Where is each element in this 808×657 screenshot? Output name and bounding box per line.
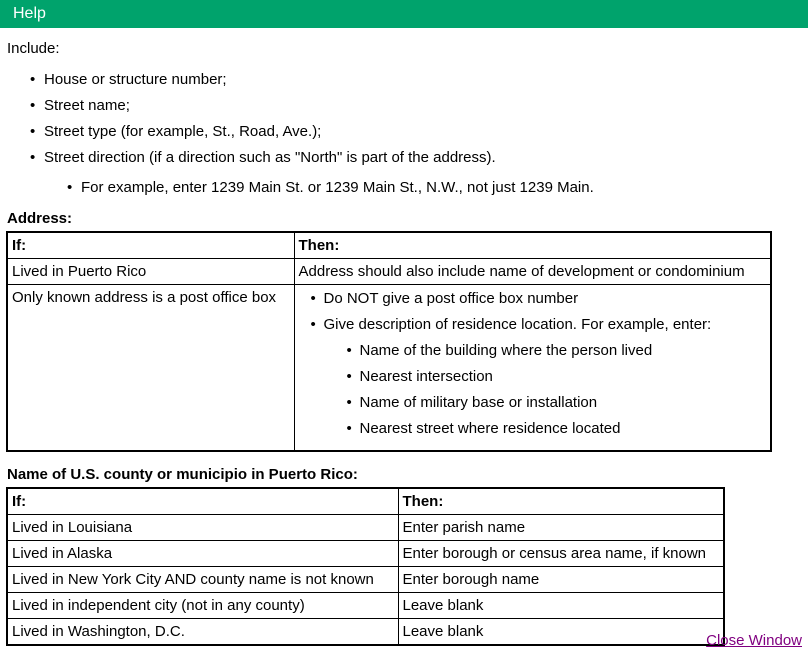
table-row	[7, 567, 724, 593]
table-header-row	[7, 488, 724, 515]
close-window-link[interactable]: Close Window	[706, 632, 802, 649]
county-table	[6, 487, 725, 646]
cell-if: Lived in Alaska	[7, 541, 398, 567]
cell-then: Enter borough or census area name, if known	[398, 541, 724, 567]
cell-then: Enter parish name	[398, 515, 724, 541]
list-item: • House or structure number;	[30, 71, 802, 88]
list-item-text: Nearest street where residence located	[359, 420, 621, 437]
cell-if: Lived in Washington, D.C.	[7, 619, 398, 646]
list-item	[311, 316, 767, 437]
table-header-if: If:	[7, 232, 294, 259]
table-header-row	[7, 232, 771, 259]
table-header-if: If:	[7, 488, 398, 515]
table-row	[7, 259, 771, 285]
table-row	[7, 515, 724, 541]
help-content	[0, 28, 808, 646]
list-item-text: Name of the building where the person lived	[359, 342, 653, 359]
cell-then: Leave blank	[398, 619, 724, 646]
cell-then: Leave blank	[398, 593, 724, 619]
list-item-text: Street direction (if a direction such as "North" is part of the address).	[44, 149, 496, 166]
list-item: • Street type (for example, St., Road, Ave.);	[30, 123, 802, 140]
list-item	[30, 149, 802, 196]
list-item	[311, 290, 767, 307]
list-item	[347, 420, 767, 437]
include-sub-list	[67, 179, 802, 196]
list-item	[347, 368, 767, 385]
then-sub-list	[347, 342, 767, 437]
cell-if: Lived in Louisiana	[7, 515, 398, 541]
table-header-then: Then:	[294, 232, 771, 259]
list-item-text: Give description of residence location. For example, enter:	[323, 316, 712, 333]
cell-then: Enter borough name	[398, 567, 724, 593]
cell-if: Lived in New York City AND county name is not known	[7, 567, 398, 593]
list-item-text: Do NOT give a post office box number	[323, 290, 579, 307]
then-list	[311, 290, 767, 437]
include-label: Include:	[7, 40, 60, 57]
list-item: • Street name;	[30, 97, 802, 114]
page-title: Help	[13, 5, 46, 22]
list-item	[347, 342, 767, 359]
table-row	[7, 285, 771, 452]
county-heading: Name of U.S. county or municipio in Puerto Rico:	[7, 466, 358, 483]
table-row	[7, 619, 724, 646]
address-heading: Address:	[7, 210, 73, 227]
list-item-text: Nearest intersection	[359, 368, 493, 385]
cell-then	[294, 285, 771, 452]
cell-if: Lived in independent city (not in any county)	[7, 593, 398, 619]
list-item	[67, 179, 802, 196]
cell-if: Only known address is a post office box	[7, 285, 294, 452]
table-row	[7, 593, 724, 619]
include-list	[30, 71, 802, 196]
cell-if: Lived in Puerto Rico	[7, 259, 294, 285]
address-table	[6, 231, 772, 452]
title-bar	[0, 0, 808, 28]
list-item	[347, 394, 767, 411]
list-item-text: For example, enter 1239 Main St. or 1239 Main St., N.W., not just 1239 Main.	[81, 179, 594, 196]
table-row	[7, 541, 724, 567]
list-item-text: Name of military base or installation	[359, 394, 598, 411]
cell-then: Address should also include name of development or condominium	[294, 259, 771, 285]
table-header-then: Then:	[398, 488, 724, 515]
